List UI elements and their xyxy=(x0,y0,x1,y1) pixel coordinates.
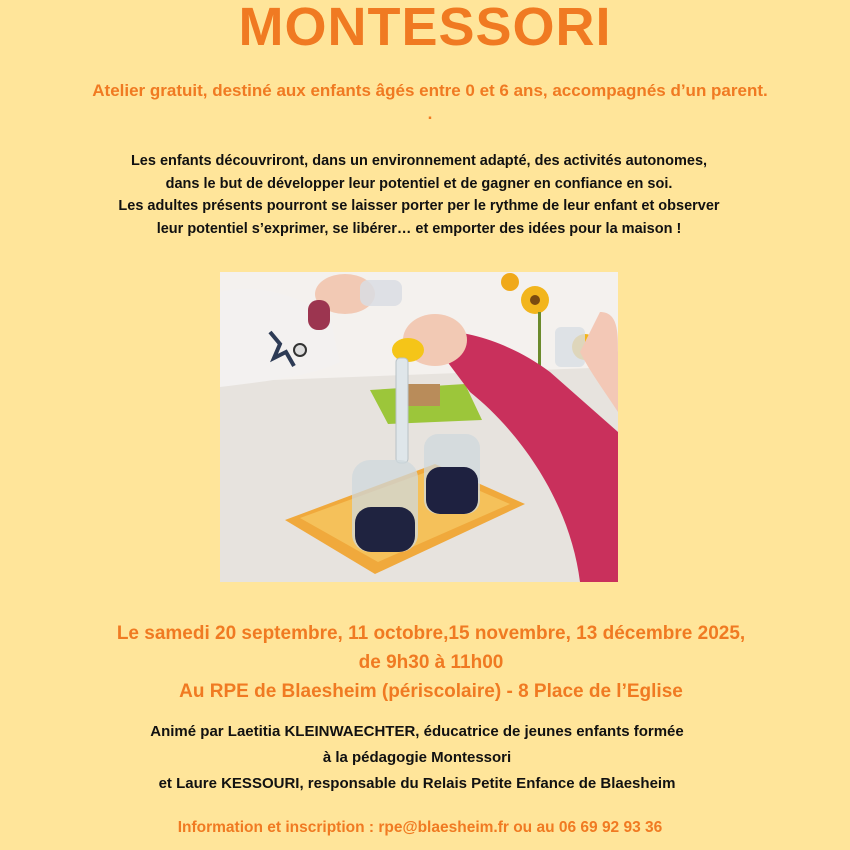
hosts-line: à la pédagogie Montessori xyxy=(322,749,512,766)
photo-illustration xyxy=(220,272,618,582)
hosts xyxy=(0,719,834,797)
subtitle: Atelier gratuit, destiné aux enfants âgés entre 0 et 6 ans, accompagnés d’un parent. xyxy=(92,81,768,100)
contact-info: Information et inscription : rpe@blaesheim.fr ou au 06 69 92 93 36 xyxy=(177,819,663,836)
description-line: Les adultes présents pourront se laisser porter per le rythme de leur enfant et observer xyxy=(118,198,720,214)
description xyxy=(0,150,838,240)
photo-children-activity xyxy=(220,272,618,582)
subtitle-dot: . xyxy=(427,104,433,123)
page-title: MONTESSORI xyxy=(238,0,612,57)
description-line: leur potentiel s’exprimer, se libérer… et emporter des idées pour la maison ! xyxy=(156,220,682,237)
event-location: Au RPE de Blaesheim (périscolaire) - 8 Place de l’Eglise xyxy=(179,681,683,702)
description-line: Les enfants découvriront, dans un environnement adapté, des activités autonomes, xyxy=(130,153,708,169)
hosts-line: Animé par Laetitia KLEINWAECHTER, éducatrice de jeunes enfants formée xyxy=(150,723,684,740)
hosts-line: et Laure KESSOURI, responsable du Relais Petite Enfance de Blaesheim xyxy=(158,775,676,792)
event-dates: Le samedi 20 septembre, 11 octobre,15 novembre, 13 décembre 2025, xyxy=(116,623,746,644)
description-line: dans le but de développer leur potentiel et de gagner en confiance en soi. xyxy=(165,175,673,192)
event-time: de 9h30 à 11h00 xyxy=(358,652,504,673)
event-details xyxy=(0,619,850,706)
